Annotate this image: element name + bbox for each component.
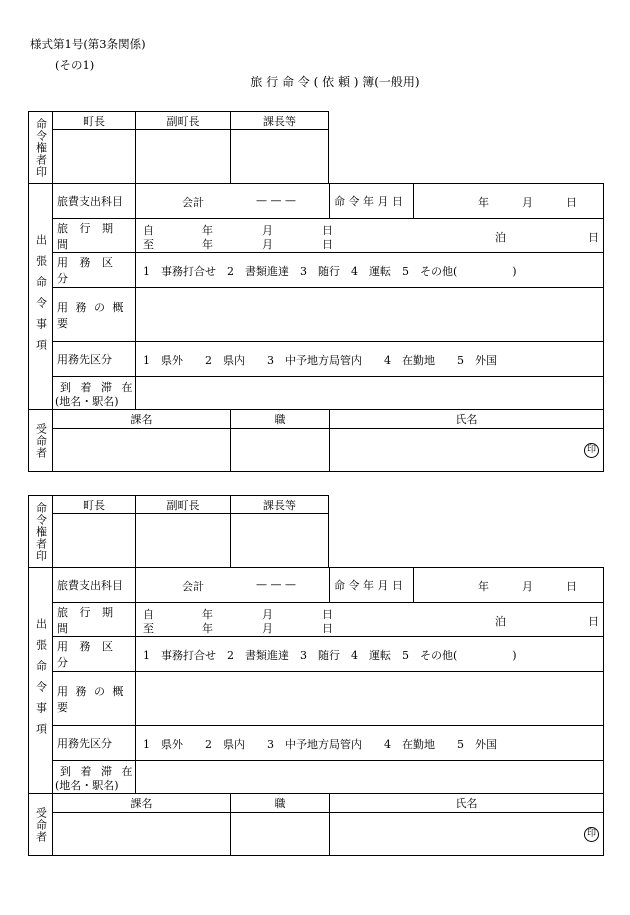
approver-mayor-header: 町長 (52, 495, 136, 514)
authority-label: 命令権者印 (28, 495, 53, 568)
purpose-options: 1 事務打合せ 2 書類進達 3 随行 4 運転 5 その他( ) (143, 265, 517, 278)
expense-label: 旅費支出科目 (52, 183, 136, 219)
recipient-name-field[interactable] (329, 812, 604, 856)
recipient-section-header: 課名 (52, 793, 231, 813)
destination-options: 1 県外 2 県内 3 中予地方局管内 4 在勤地 5 外国 (143, 738, 497, 751)
summary-label: 用 務 の 概 要 (52, 287, 136, 342)
destination-options: 1 県外 2 県内 3 中予地方局管内 4 在勤地 5 外国 (143, 354, 497, 367)
arrival-label-line2: (地名・駅名) (55, 779, 119, 792)
destination-field[interactable] (135, 341, 604, 377)
approver-deputy-seal-box[interactable] (135, 129, 231, 184)
period-nights-day: 日 (588, 231, 599, 244)
period-from-year: 年 (202, 224, 213, 237)
summary-field[interactable] (135, 287, 604, 342)
order-date-field[interactable] (413, 567, 604, 603)
period-from-year: 年 (202, 608, 213, 621)
period-nights-day: 日 (588, 615, 599, 628)
recipient-name-field[interactable] (329, 428, 604, 472)
period-nights: 泊 (495, 615, 506, 628)
recipient-label: 受命者 (28, 409, 53, 472)
expense-field[interactable] (135, 567, 330, 603)
period-from: 自 (143, 224, 154, 237)
period-field[interactable] (135, 218, 604, 253)
expense-dashes: — — — (256, 194, 296, 207)
recipient-position-field[interactable] (230, 428, 330, 472)
period-from-day: 日 (322, 224, 333, 237)
expense-label: 旅費支出科目 (52, 567, 136, 603)
period-to-day: 日 (322, 238, 333, 251)
approver-chief-header: 課長等 (230, 111, 329, 130)
arrival-label-line1: 到 着 滞 在 (60, 765, 136, 778)
arrival-field[interactable] (135, 760, 604, 794)
destination-label: 用務先区分 (52, 725, 136, 761)
arrival-field[interactable] (135, 376, 604, 410)
summary-field[interactable] (135, 671, 604, 726)
section-label: 出張命令事項 (28, 567, 53, 794)
page-title: 旅 行 命 令 ( 依 頼 ) 簿(一般用) (250, 75, 420, 89)
purpose-options: 1 事務打合せ 2 書類進達 3 随行 4 運転 5 その他( ) (143, 649, 517, 662)
destination-field[interactable] (135, 725, 604, 761)
destination-label: 用務先区分 (52, 341, 136, 377)
expense-dashes: — — — (256, 578, 296, 591)
period-label: 旅 行 期 間 (52, 602, 136, 637)
summary-label: 用 務 の 概 要 (52, 671, 136, 726)
period-to: 至 (143, 238, 154, 251)
approver-mayor-header: 町長 (52, 111, 136, 130)
travel-order-form-2 (28, 495, 604, 857)
approver-mayor-seal-box[interactable] (52, 129, 136, 184)
approver-chief-seal-box[interactable] (230, 513, 329, 568)
order-date-label: 命 令 年 月 日 (329, 183, 414, 219)
recipient-name-header: 氏名 (329, 793, 604, 813)
expense-value: 会計 (182, 580, 204, 593)
authority-label: 命令権者印 (28, 111, 53, 184)
period-to-month: 月 (262, 238, 273, 251)
arrival-label (52, 376, 136, 410)
purpose-label: 用 務 区 分 (52, 636, 136, 672)
period-from-day: 日 (322, 608, 333, 621)
order-date-label: 命 令 年 月 日 (329, 567, 414, 603)
approver-deputy-header: 副町長 (135, 495, 231, 514)
travel-order-form-1 (28, 111, 604, 473)
approver-chief-seal-box[interactable] (230, 129, 329, 184)
order-date-value: 年 月 日 (478, 196, 577, 209)
recipient-section-field[interactable] (52, 428, 231, 472)
expense-field[interactable] (135, 183, 330, 219)
period-to-year: 年 (202, 238, 213, 251)
approver-deputy-seal-box[interactable] (135, 513, 231, 568)
recipient-section-header: 課名 (52, 409, 231, 429)
seal-mark: 印 (584, 827, 599, 842)
period-to-day: 日 (322, 622, 333, 635)
purpose-field[interactable] (135, 636, 604, 672)
approver-chief-header: 課長等 (230, 495, 329, 514)
period-to-year: 年 (202, 622, 213, 635)
recipient-section-field[interactable] (52, 812, 231, 856)
arrival-label-line1: 到 着 滞 在 (60, 381, 136, 394)
arrival-label-line2: (地名・駅名) (55, 395, 119, 408)
order-date-value: 年 月 日 (478, 580, 577, 593)
section-label: 出張命令事項 (28, 183, 53, 410)
seal-mark: 印 (584, 443, 599, 458)
recipient-position-field[interactable] (230, 812, 330, 856)
recipient-position-header: 職 (230, 793, 330, 813)
approver-deputy-header: 副町長 (135, 111, 231, 130)
expense-value: 会計 (182, 196, 204, 209)
period-from-month: 月 (262, 608, 273, 621)
form-style-number: 様式第1号(第3条関係) (30, 37, 146, 51)
period-to-month: 月 (262, 622, 273, 635)
order-date-field[interactable] (413, 183, 604, 219)
period-field[interactable] (135, 602, 604, 637)
recipient-position-header: 職 (230, 409, 330, 429)
period-label: 旅 行 期 間 (52, 218, 136, 253)
purpose-field[interactable] (135, 252, 604, 288)
recipient-name-header: 氏名 (329, 409, 604, 429)
period-nights: 泊 (495, 231, 506, 244)
period-from-month: 月 (262, 224, 273, 237)
purpose-label: 用 務 区 分 (52, 252, 136, 288)
form-sub-number: (その1) (55, 58, 95, 72)
period-to: 至 (143, 622, 154, 635)
period-from: 自 (143, 608, 154, 621)
approver-mayor-seal-box[interactable] (52, 513, 136, 568)
recipient-label: 受命者 (28, 793, 53, 856)
arrival-label (52, 760, 136, 794)
